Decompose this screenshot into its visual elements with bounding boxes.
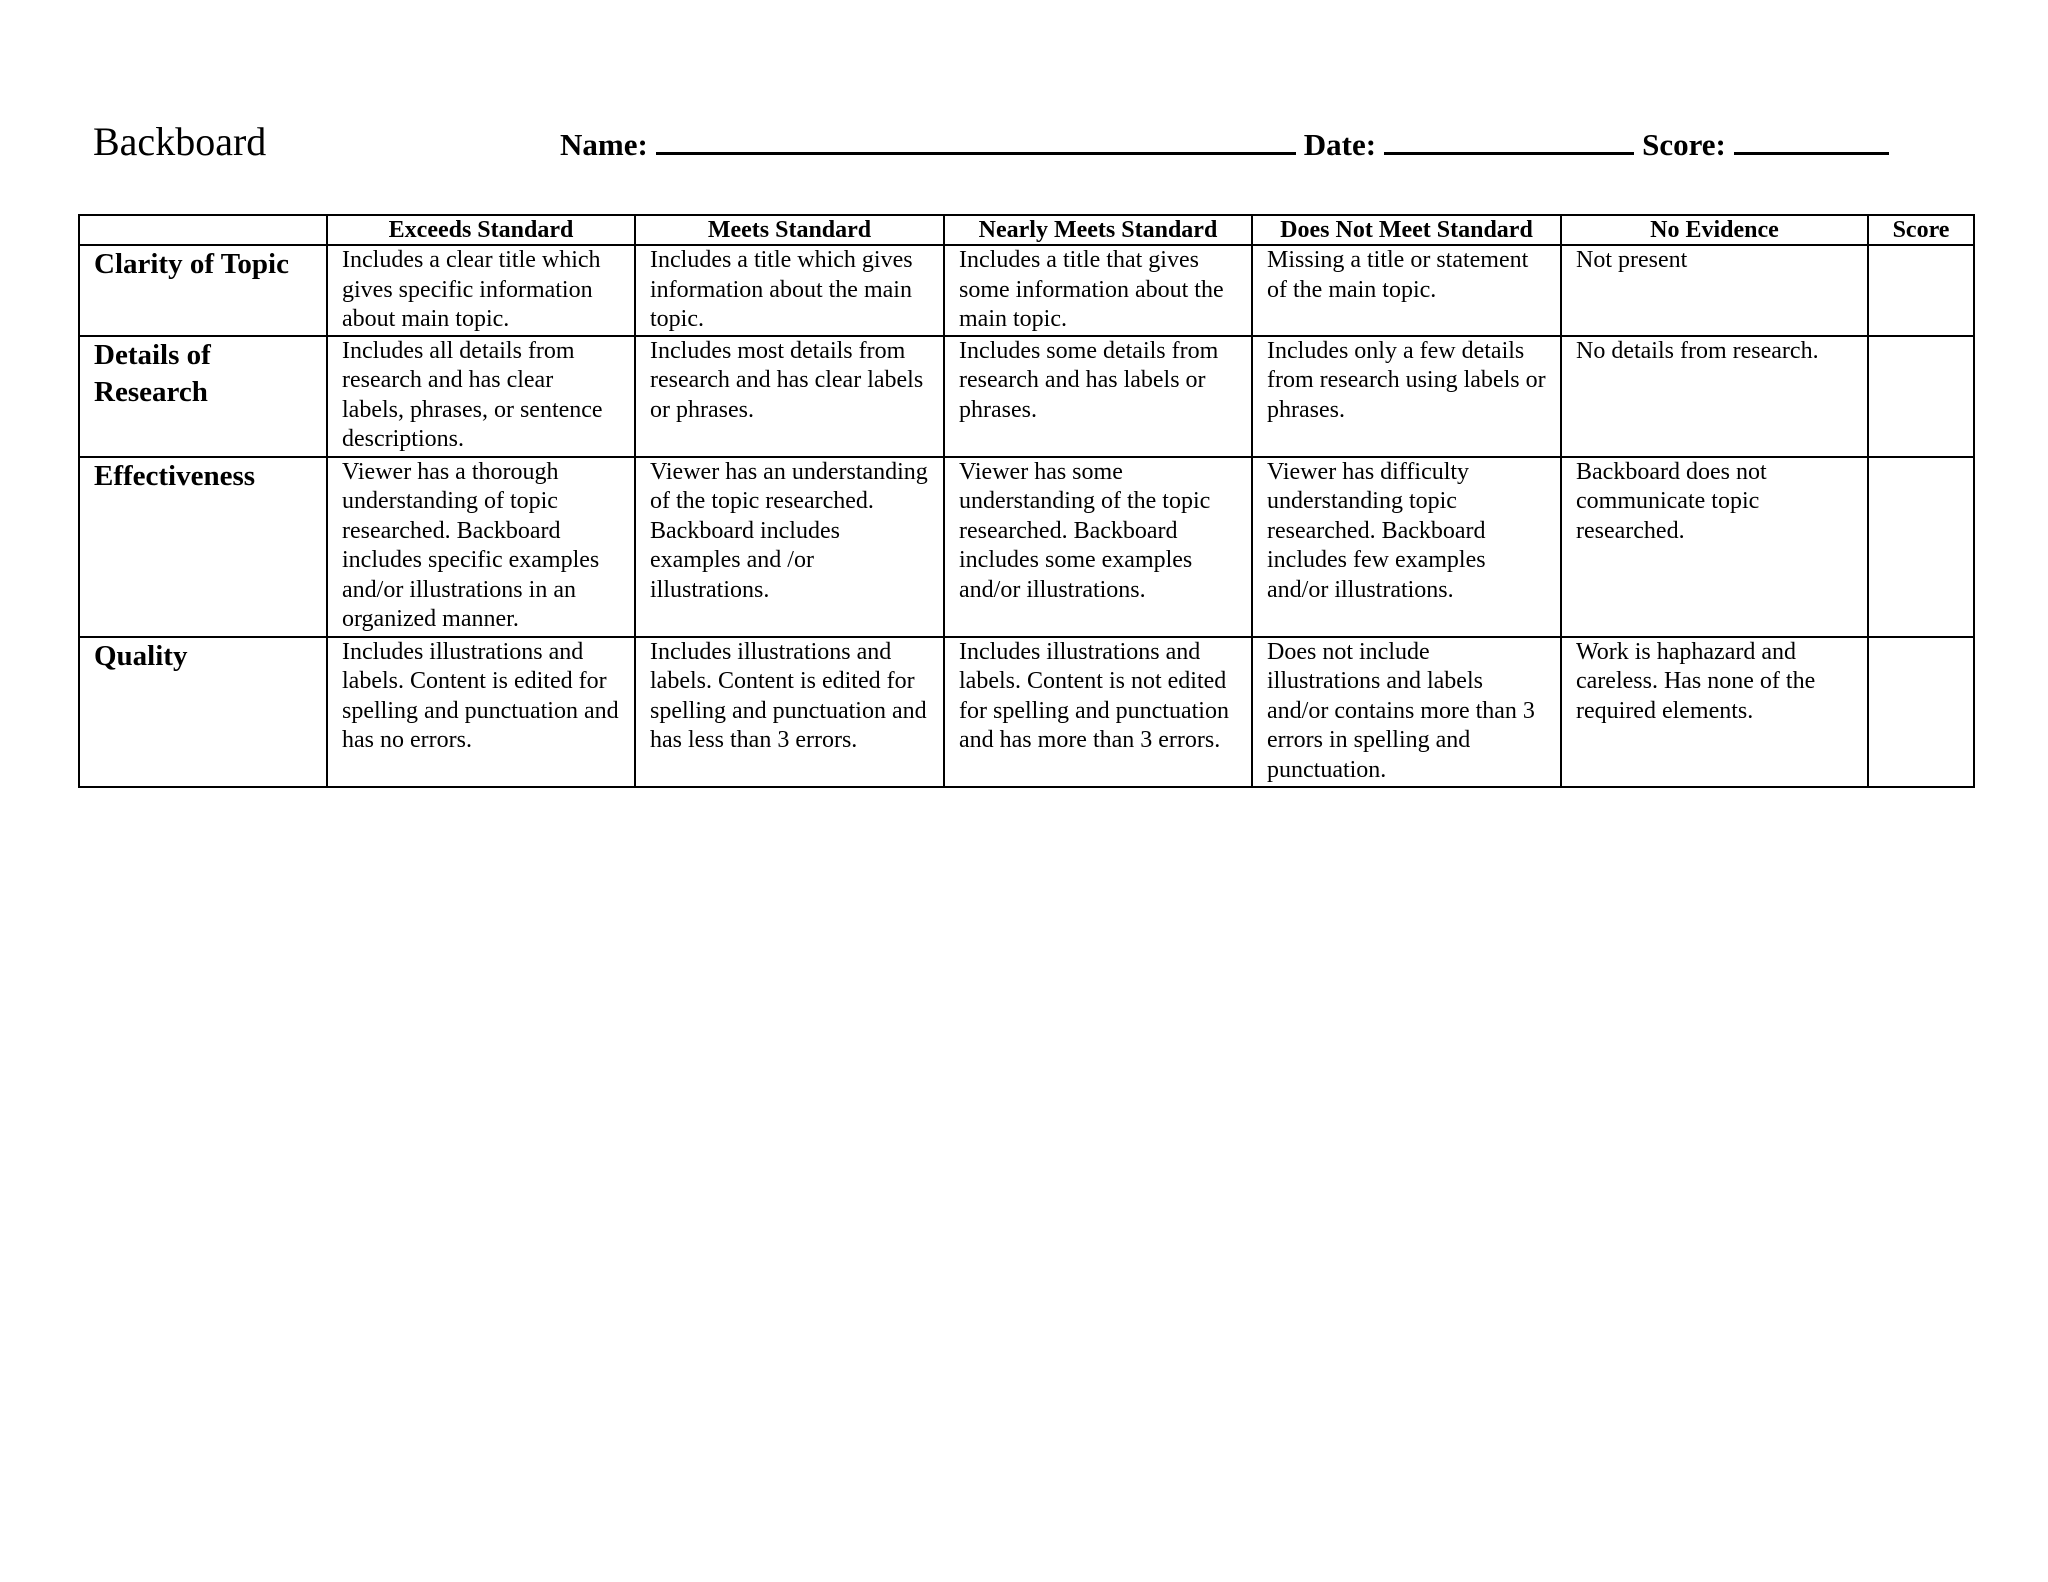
score-cell[interactable] xyxy=(1868,336,1974,457)
score-label: Score: xyxy=(1642,127,1726,162)
does-not-meet-cell: Includes only a few details from research using labels or phrases. xyxy=(1252,336,1561,457)
nearly-meets-cell: Includes a title that gives some information about the main topic. xyxy=(944,245,1252,336)
exceeds-cell: Includes a clear title which gives specific information about main topic. xyxy=(327,245,635,336)
rubric-row-details-of-research xyxy=(79,336,1974,457)
criterion-label: Clarity of Topic xyxy=(79,245,327,336)
score-cell[interactable] xyxy=(1868,637,1974,787)
nearly-meets-cell: Viewer has some understanding of the topic researched. Backboard includes some examples and/or illustrations. xyxy=(944,457,1252,637)
header-exceeds-standard: Exceeds Standard xyxy=(327,215,635,245)
nearly-meets-cell: Includes some details from research and has labels or phrases. xyxy=(944,336,1252,457)
meets-cell: Includes a title which gives information about the main topic. xyxy=(635,245,944,336)
document-title: Backboard xyxy=(93,119,267,164)
score-cell[interactable] xyxy=(1868,457,1974,637)
rubric-row-effectiveness xyxy=(79,457,1974,637)
header-no-evidence: No Evidence xyxy=(1561,215,1868,245)
meets-cell: Viewer has an understanding of the topic researched. Backboard includes examples and /or illustrations. xyxy=(635,457,944,637)
score-cell[interactable] xyxy=(1868,245,1974,336)
date-label: Date: xyxy=(1303,127,1377,162)
header-criterion-blank xyxy=(79,215,327,245)
rubric-row-quality xyxy=(79,637,1974,787)
name-blank-line[interactable] xyxy=(656,126,1296,155)
rubric-header-row xyxy=(79,215,1974,245)
does-not-meet-cell: Missing a title or statement of the main topic. xyxy=(1252,245,1561,336)
exceeds-cell: Includes illustrations and labels. Content is edited for spelling and punctuation and has no errors. xyxy=(327,637,635,787)
does-not-meet-cell: Does not include illustrations and labels and/or contains more than 3 errors in spelling and punctuation. xyxy=(1252,637,1561,787)
criterion-label: Quality xyxy=(79,637,327,787)
header-score: Score xyxy=(1868,215,1974,245)
criterion-label: Details of Research xyxy=(79,336,327,457)
name-label: Name: xyxy=(560,127,648,162)
score-blank-line[interactable] xyxy=(1734,126,1889,155)
header-does-not-meet-standard: Does Not Meet Standard xyxy=(1252,215,1561,245)
header-meets-standard: Meets Standard xyxy=(635,215,944,245)
no-evidence-cell: Backboard does not communicate topic researched. xyxy=(1561,457,1868,637)
no-evidence-cell: No details from research. xyxy=(1561,336,1868,457)
no-evidence-cell: Work is haphazard and careless. Has none of the required elements. xyxy=(1561,637,1868,787)
criterion-label: Effectiveness xyxy=(79,457,327,637)
does-not-meet-cell: Viewer has difficulty understanding topic researched. Backboard includes few examples and/or illustrations. xyxy=(1252,457,1561,637)
header-nearly-meets-standard: Nearly Meets Standard xyxy=(944,215,1252,245)
nearly-meets-cell: Includes illustrations and labels. Content is not edited for spelling and punctuation and has more than 3 errors. xyxy=(944,637,1252,787)
exceeds-cell: Viewer has a thorough understanding of topic researched. Backboard includes specific examples and/or illustrations in an organized manner. xyxy=(327,457,635,637)
exceeds-cell: Includes all details from research and has clear labels, phrases, or sentence descriptions. xyxy=(327,336,635,457)
rubric-table xyxy=(78,214,1975,788)
student-info-fields xyxy=(560,126,1897,164)
no-evidence-cell: Not present xyxy=(1561,245,1868,336)
date-blank-line[interactable] xyxy=(1384,126,1634,155)
meets-cell: Includes illustrations and labels. Content is edited for spelling and punctuation and has less than 3 errors. xyxy=(635,637,944,787)
meets-cell: Includes most details from research and has clear labels or phrases. xyxy=(635,336,944,457)
rubric-row-clarity-of-topic xyxy=(79,245,1974,336)
